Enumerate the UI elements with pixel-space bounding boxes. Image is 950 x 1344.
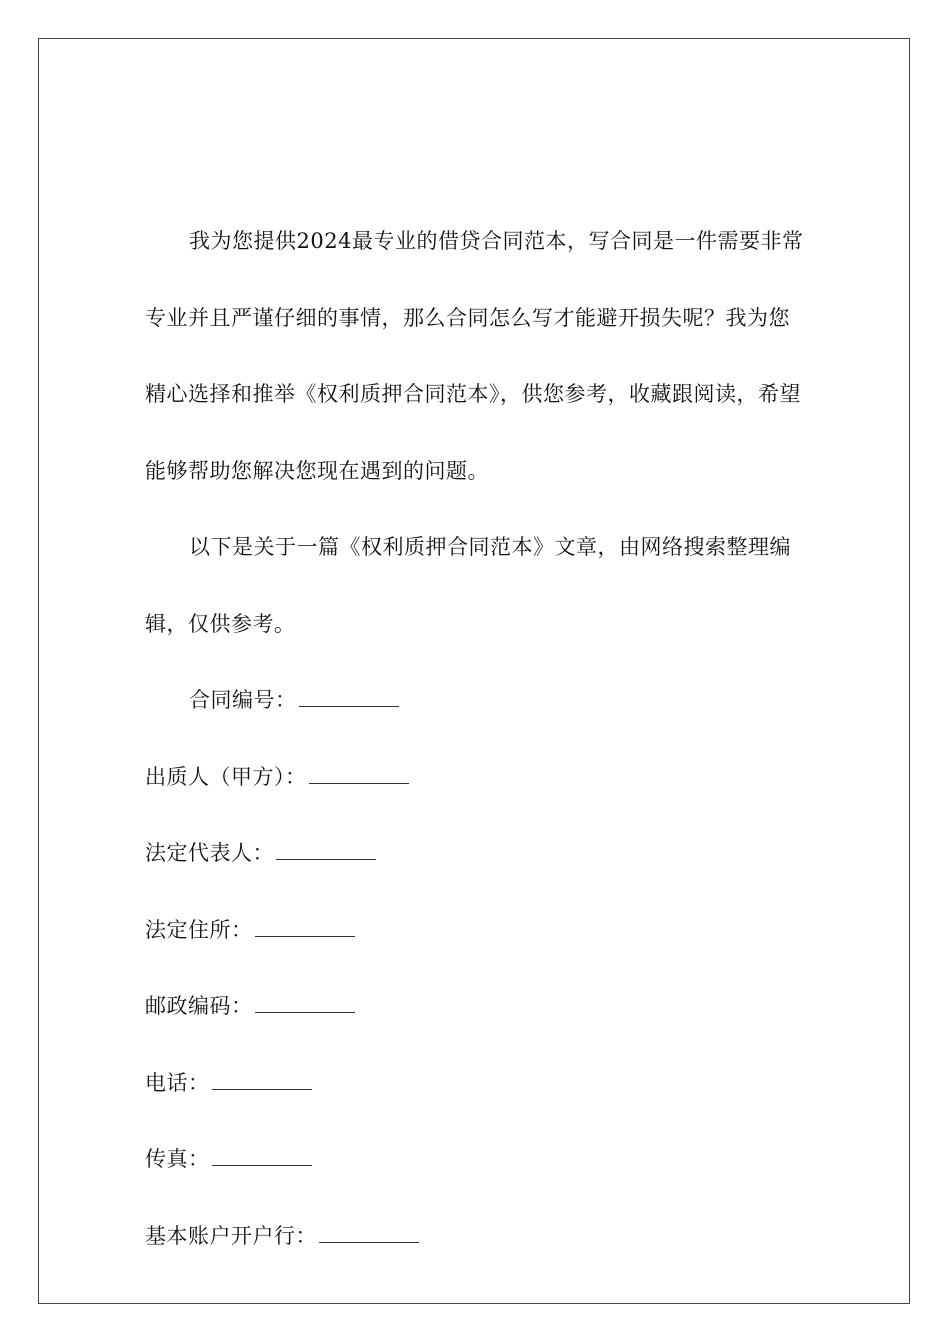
- field-label: 法定住所：: [145, 917, 253, 942]
- blank-line: [299, 688, 399, 707]
- field-label: 电话：: [145, 1070, 210, 1095]
- field-legal-representative: [145, 815, 805, 892]
- blank-line: [309, 765, 409, 784]
- blank-line: [319, 1224, 419, 1243]
- field-phone: [145, 1045, 805, 1122]
- intro-paragraph: 我为您提供2024最专业的借贷合同范本，写合同是一件需要非常专业并且严谨仔细的事情，那么合同怎么写才能避开损失呢？我为您精心选择和推举《权利质押合同范本》，供您参考，收藏跟阅读，希望能够帮助您解决您现在遇到的问题。: [145, 229, 804, 483]
- field-label: 合同编号：: [189, 688, 297, 712]
- source-paragraph: 以下是关于一篇《权利质押合同范本》文章，由网络搜索整理编辑，仅供参考。: [145, 535, 791, 636]
- field-label: 法定代表人：: [145, 841, 274, 865]
- document-body: [145, 203, 805, 1274]
- field-label: 邮政编码：: [145, 994, 253, 1018]
- field-contract-number: [145, 662, 805, 739]
- blank-line: [276, 841, 376, 860]
- blank-line: [212, 1071, 312, 1090]
- field-postal-code: [145, 968, 805, 1045]
- blank-line: [255, 918, 355, 937]
- field-fax: [145, 1121, 805, 1198]
- field-label: 传真：: [145, 1147, 210, 1171]
- field-pledgor: [145, 739, 805, 816]
- field-label: 基本账户开户行：: [145, 1223, 317, 1248]
- field-legal-address: [145, 892, 805, 969]
- blank-line: [212, 1147, 312, 1166]
- field-bank-account: [145, 1198, 805, 1275]
- blank-line: [255, 994, 355, 1013]
- field-label: 出质人（甲方）：: [145, 764, 307, 789]
